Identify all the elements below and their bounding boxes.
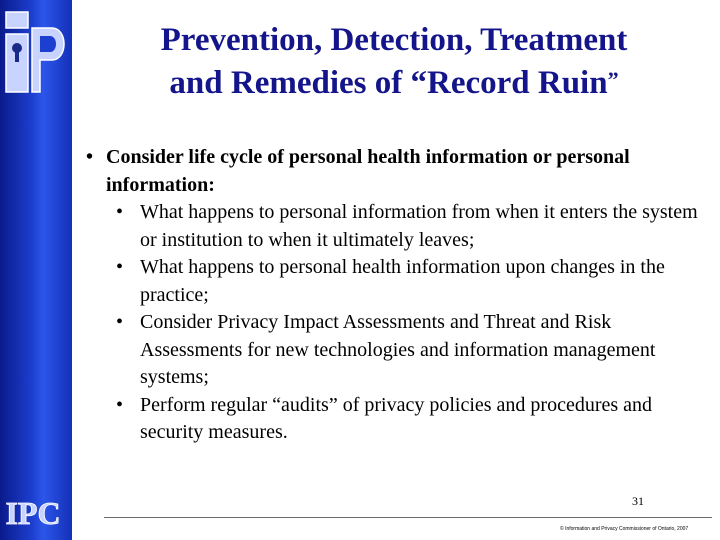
bullet-icon: • [116, 393, 124, 416]
ip-logo-icon [2, 4, 70, 96]
bullet-text: Consider life cycle of personal health information or personal information: [106, 146, 630, 196]
title-line-2-text: and Remedies of “Record Ruin [169, 65, 608, 101]
bullet-icon: • [86, 146, 94, 168]
sub-bullet-text: What happens to personal information from when it enters the system or institution to when it ultimately leaves; [140, 201, 698, 251]
sub-bullet-item-audits [86, 392, 706, 447]
page-number: 31 [632, 494, 644, 508]
bullet-icon: • [116, 256, 124, 278]
sub-bullet-text: What happens to personal health information upon changes in the practice; [140, 256, 665, 306]
bullet-icon: • [116, 201, 124, 223]
title-line-2 [74, 60, 714, 103]
svg-text:IPC: IPC [5, 495, 61, 531]
bullet-icon: • [116, 311, 124, 333]
sub-bullet-item-practice-changes [86, 254, 706, 309]
copyright-notice: © Information and Privacy Commissioner of Ontario, 2007 [560, 526, 689, 532]
footer-divider [104, 517, 712, 518]
title-line-1: Prevention, Detection, Treatment [160, 22, 628, 58]
title-closing-quote: ” [607, 67, 619, 92]
sub-bullet-item-personal-information [86, 199, 706, 254]
sub-bullet-text: Consider Privacy Impact Assessments and Threat and Risk Assessments for new technologies and information management systems; [140, 311, 656, 388]
bullet-list [86, 144, 706, 447]
slide-title [74, 20, 714, 103]
bullet-item-lifecycle [86, 144, 686, 199]
sub-bullet-text: Perform regular “audits” of privacy policies and procedures and security measures. [140, 393, 653, 443]
sub-bullet-item-assessments [86, 309, 706, 392]
sidebar-band [0, 0, 72, 540]
ipc-logo-icon [2, 488, 64, 536]
